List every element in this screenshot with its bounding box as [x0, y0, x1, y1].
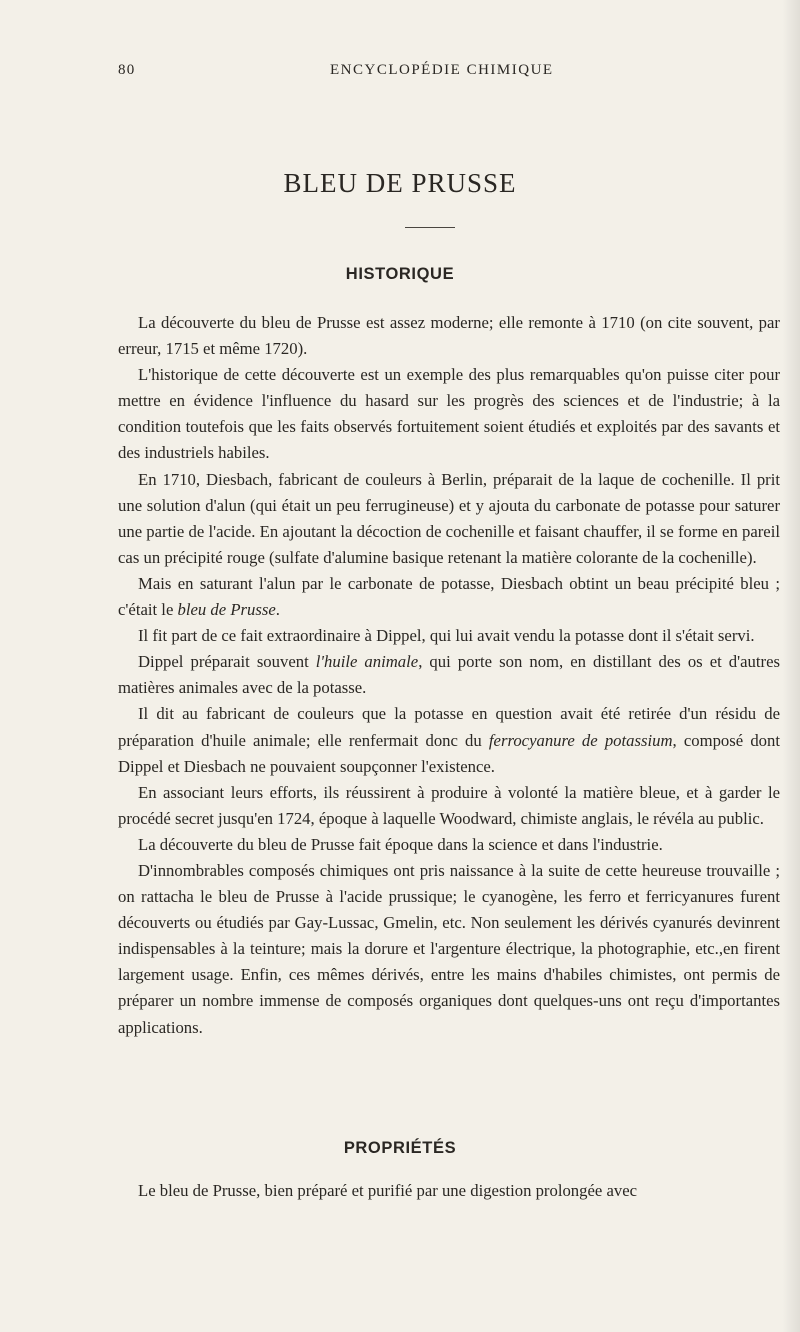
paragraph [118, 780, 780, 832]
page-title: BLEU DE PRUSSE [283, 168, 517, 198]
running-header [118, 62, 780, 84]
paragraph [118, 571, 780, 623]
paragraph [118, 1178, 780, 1204]
italic-term-ferrocyanure: ferrocyanure de potassium [488, 730, 673, 750]
page-number: 80 [118, 62, 136, 78]
text-run: Il dit au fabricant de couleurs que la potasse en question avait été retirée d'un résidu de préparation d'huile animale; elle renfermait donc du [118, 704, 780, 750]
text-run: En associant leurs efforts, ils réussirent à produire à volonté la matière bleue, et à garder le procédé secret jusqu'en 1724, époque à laquelle Woodward, chimiste anglais, le révéla au public. [118, 782, 780, 828]
italic-term-bleu-de-prusse: bleu de Prusse [177, 600, 276, 620]
paragraph [118, 623, 780, 649]
section-heading-proprietes: PROPRIÉTÉS [343, 1139, 457, 1157]
running-title: ENCYCLOPÉDIE CHIMIQUE [330, 62, 554, 78]
italic-term-huile-animale: l'huile animale [315, 652, 419, 672]
text-run: Il fit part de ce fait extraordinaire à Dippel, qui lui avait vendu la potasse dont il s'était servi. [138, 626, 755, 646]
text-run: L'historique de cette découverte est un exemple des plus remarquables qu'on puisse citer pour mettre en évidence l'influence du hasard sur les progrès des sciences et de l'industrie; à la condition toutefois que les faits observés fortuitement soient étudiés et exploités par des savants et des industriels habiles. [118, 365, 780, 463]
text-run: En 1710, Diesbach, fabricant de couleurs à Berlin, préparait de la laque de cochenille. Il prit une solution d'alun (qui était un peu ferrugineuse) et y ajouta du carbonate de potasse pour saturer une partie de l'acide. En ajoutant la décoction de cochenille et faisant chauffer, il se forme en pareil cas un précipité rouge (sulfate d'alumine basique retenant la matière colorante de la cochenille). [118, 469, 780, 567]
text-run: D'innombrables composés chimiques ont pris naissance à la suite de cette heureuse trouvaille ; on rattacha le bleu de Prusse à l'acide prussique; le cyanogène, les ferro et ferricyanures furent découverts ou étudiés par Gay-Lussac, Gmelin, etc. Non seulement les dérivés cyanurés devinrent indispensables à la teinture; mais la dorure et l'argenture électrique, la photographie, etc.,en firent largement usage. Enfin, ces mêmes dérivés, entre les mains d'habiles chimistes, ont permis de préparer un nombre immense de composés organiques dont quelques-uns ont reçu d'importantes applications. [118, 860, 780, 1037]
text-run: , qui porte son nom, en distillant des os et d'autres matières animales avec de la potasse. [118, 652, 780, 698]
paragraph [118, 832, 780, 858]
text-run: , composé dont Dippel et Diesbach ne pouvaient soupçonner l'existence. [118, 730, 780, 776]
text-run: . [275, 600, 280, 620]
paragraph [118, 467, 780, 571]
historique-body [118, 310, 780, 1041]
section-heading-historique: HISTORIQUE [345, 265, 455, 283]
paragraph [118, 649, 780, 701]
text-run: Le bleu de Prusse, bien préparé et purifié par une digestion prolongée avec [138, 1181, 638, 1200]
paragraph [118, 362, 780, 466]
paragraph [118, 858, 780, 1041]
paragraph [118, 701, 780, 779]
text-run: La découverte du bleu de Prusse est assez moderne; elle remonte à 1710 (on cite souvent, par erreur, 1715 et même 1720). [118, 313, 780, 359]
page-edge-shadow [782, 0, 800, 1332]
text-run: Mais en saturant l'alun par le carbonate de potasse, Diesbach obtint un beau précipité bleu ; c'était le [118, 573, 780, 620]
text-run: Dippel préparait souvent [138, 652, 316, 672]
paragraph [118, 310, 780, 362]
proprietes-body [118, 1178, 780, 1204]
text-run: La découverte du bleu de Prusse fait époque dans la science et dans l'industrie. [138, 834, 663, 854]
title-divider [405, 227, 455, 228]
